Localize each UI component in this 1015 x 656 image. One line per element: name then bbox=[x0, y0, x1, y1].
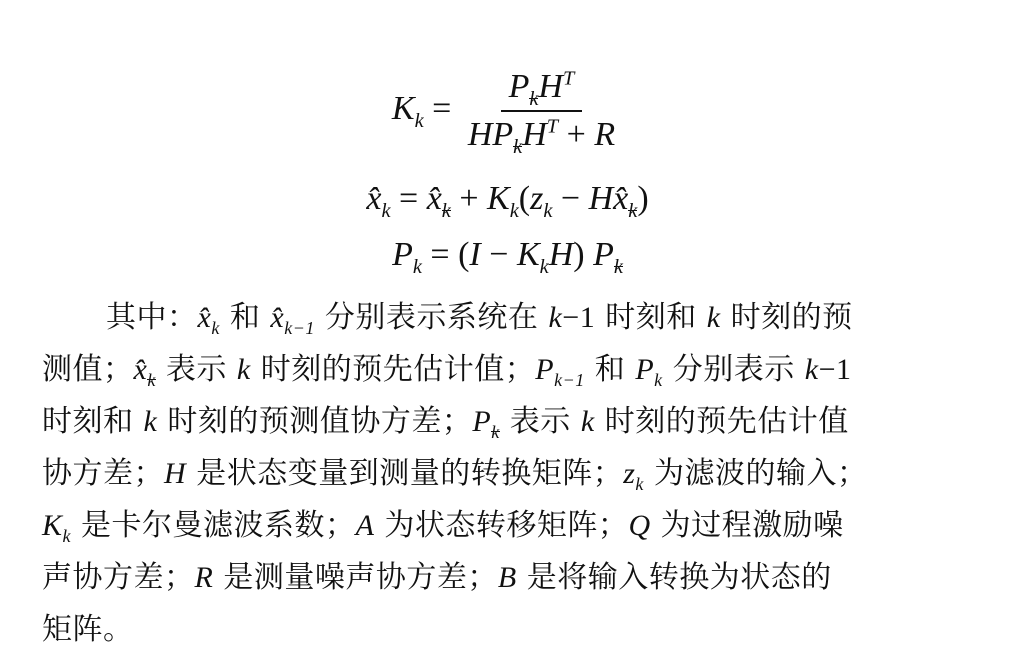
paragraph-line: 测值；$x̂_k$ 表示 k 时刻的预先估计值；$P_{k-1}$ 和 $P_k$ 分别表示 k−1 bbox=[42, 352, 852, 390]
paragraph-line: 时刻和 k 时刻的预测值协方差；$P_k$ 表示 k 时刻的预先估计值 bbox=[42, 404, 849, 442]
paragraph-line: 其中：$x̂_k$ 和 $x̂_{k-1}$ 分别表示系统在 k−1 时刻和 k 时刻的预 bbox=[106, 300, 853, 338]
paragraph-line: 协方差；H 是状态变量到测量的转换矩阵；$z_k$ 为滤波的输入； bbox=[42, 456, 868, 494]
paragraph-line: 声协方差；R 是测量噪声协方差；B 是将输入转换为状态的 bbox=[42, 560, 832, 595]
explanation-paragraph bbox=[42, 292, 942, 656]
equation-kalman-gain: $K_k$ = $P_k$ $H^T$ $HP_k$ $H^T + R$ bbox=[0, 68, 1015, 154]
equation-state-update: $x̂_k$ = $x̂_k$ + $K_k(z_k$ − $Hx̂_k$ ) bbox=[366, 180, 649, 222]
equation-covariance-update: $P_k = (I - K_kH)$ $P_k$ bbox=[392, 236, 623, 278]
paragraph-line: $K_k$ 是卡尔曼滤波系数；A 为状态转移矩阵；Q 为过程激励噪 bbox=[42, 508, 844, 546]
paragraph-line: 矩阵。 bbox=[42, 612, 134, 647]
fraction: $P_k$ $H^T$ $HP_k$ $H^T + R$ bbox=[467, 67, 616, 158]
